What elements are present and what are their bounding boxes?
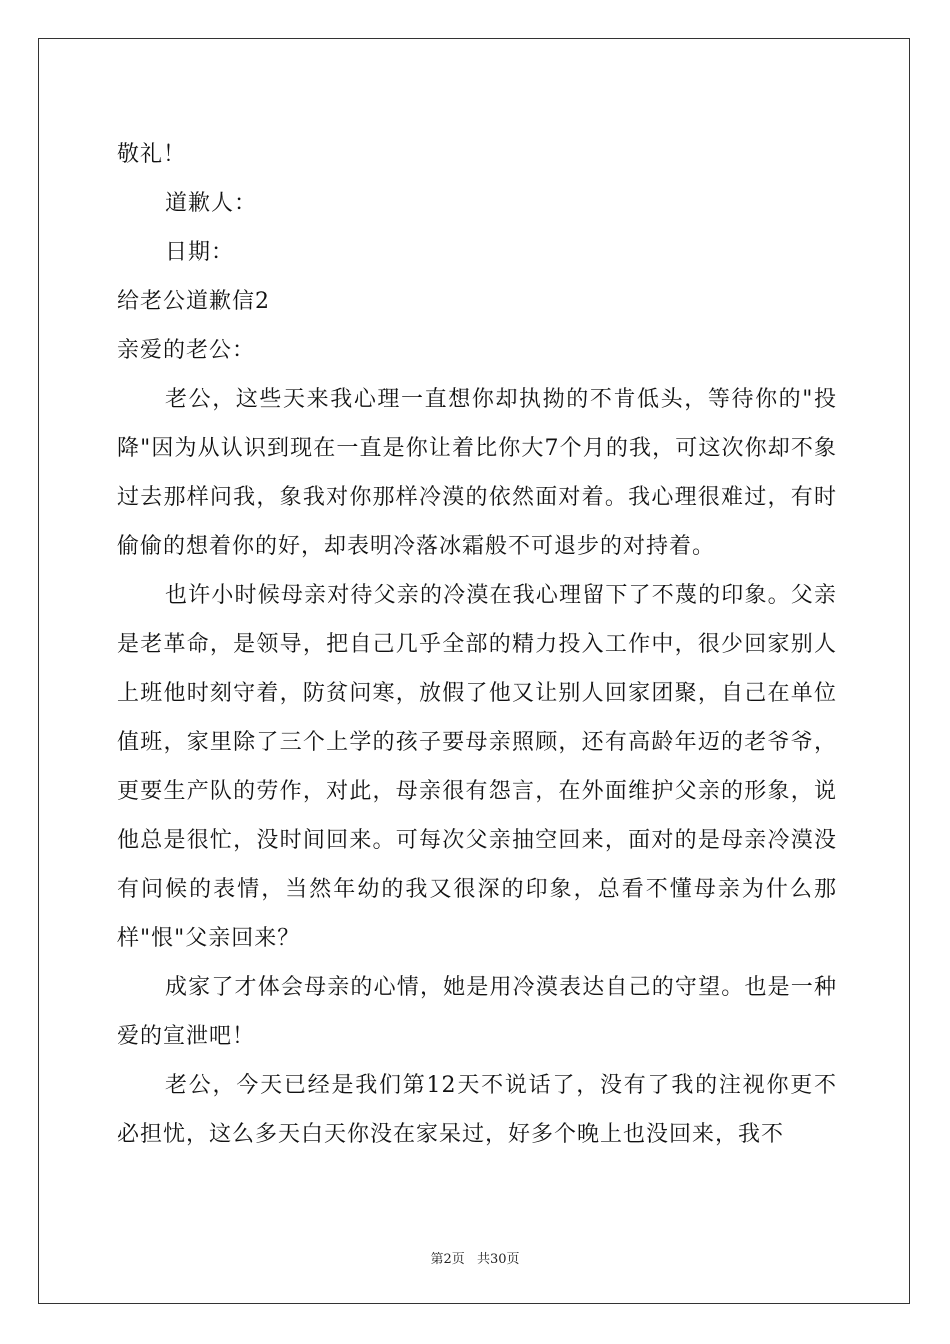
section-title: 给老公道歉信2 xyxy=(117,289,270,314)
closing-line: 敬礼！ xyxy=(117,142,187,167)
page-total: 共30页 xyxy=(476,1252,520,1267)
date-line: 日期： xyxy=(165,240,235,265)
salutation: 亲爱的老公： xyxy=(117,338,256,363)
page-footer xyxy=(0,1248,950,1267)
paragraph: 成家了才体会母亲的心情，她是用冷漠表达自己的守望。也是一种爱的宣泄吧！ xyxy=(117,975,837,1049)
paragraph: 也许小时候母亲对待父亲的冷漠在我心理留下了不蔑的印象。父亲是老革命，是领导，把自己几乎全部的精力投入工作中，很少回家别人上班他时刻守着，防贫问寒，放假了他又让别人回家团聚，自己在单位值班，家里除了三个上学的孩子要母亲照顾，还有高龄年迈的老爷爷，更要生产队的劳作，对此，母亲很有怨言，在外面维护父亲的形象，说他总是很忙，没时间回来。可每次父亲抽空回来，面对的是母亲冷漠没有问候的表情，当然年幼的我又很深的印象，总看不懂母亲为什么那样"恨"父亲回来？ xyxy=(117,583,837,951)
document-body xyxy=(117,130,837,1159)
apologizer-line: 道歉人： xyxy=(165,191,258,216)
paragraph: 老公，今天已经是我们第12天不说话了，没有了我的注视你更不必担忧，这么多天白天你没在家呆过，好多个晚上也没回来，我不 xyxy=(117,1073,837,1147)
page-number: 第2页 xyxy=(430,1252,465,1267)
paragraph: 老公，这些天来我心理一直想你却执拗的不肯低头，等待你的"投降"因为从认识到现在一直是你让着比你大7个月的我，可这次你却不象过去那样问我，象我对你那样冷漠的依然面对着。我心理很难过，有时偷偷的想着你的好，却表明冷落冰霜般不可退步的对持着。 xyxy=(117,387,837,559)
